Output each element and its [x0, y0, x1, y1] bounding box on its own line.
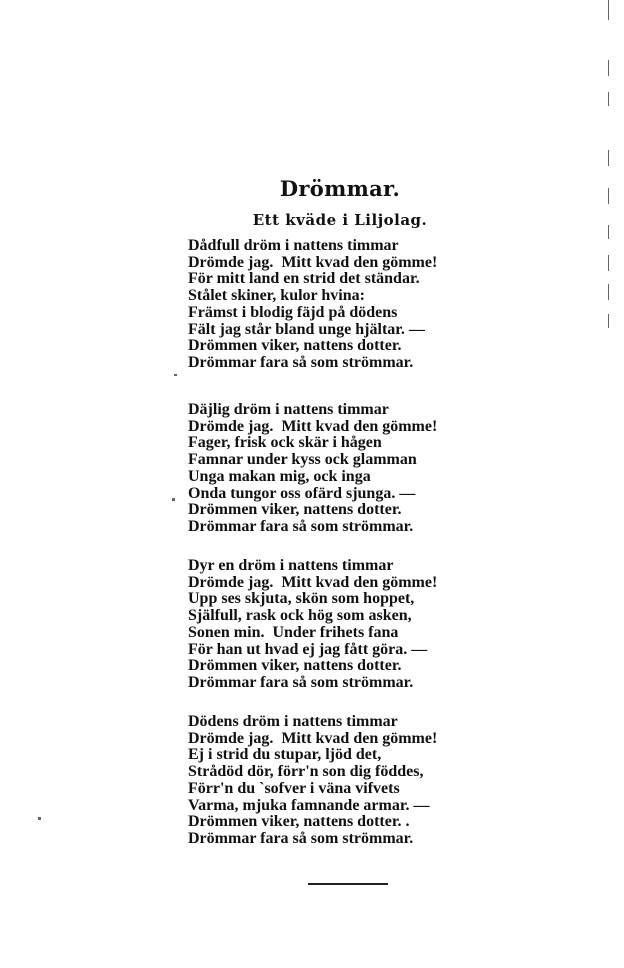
- verse-line: Drömmen viker, nattens dotter.: [188, 337, 402, 355]
- scan-mark: [608, 255, 609, 271]
- verse-line: Ej i strid du stupar, ljöd det,: [188, 746, 382, 764]
- scan-mark: [608, 284, 609, 300]
- verse-line: Förr'n du `sofver i väna vifvets: [188, 779, 400, 797]
- verse-line: Fält jag står bland unge hjältar. —: [188, 320, 425, 338]
- verse-line: Däjlig dröm i nattens timmar: [188, 401, 389, 418]
- scan-mark: [172, 498, 175, 501]
- verse-line: Fager, frisk ock skär i hågen: [188, 434, 382, 452]
- verse-line: Upp ses skjuta, skön som hoppet,: [188, 590, 415, 608]
- scan-mark: [174, 374, 177, 376]
- verse-line: Drömmar fara så som strömmar.: [188, 517, 414, 535]
- stanza-4: [188, 714, 437, 848]
- scan-mark: [608, 92, 609, 106]
- verse-line: Främst i blodig fäjd på dödens: [188, 303, 398, 321]
- verse-line: Varma, mjuka famnande armar. —: [188, 796, 430, 814]
- verse-line: Dödens dröm i nattens timmar: [188, 713, 398, 730]
- verse-line: Drömmar fara så som strömmar.: [188, 673, 414, 691]
- stanza-3: [188, 558, 437, 692]
- verse-line: Drömmar fara så som strömmar.: [188, 829, 414, 847]
- scan-mark: [608, 0, 609, 20]
- verse-line: För han ut hvad ej jag fått göra. —: [188, 640, 428, 658]
- scan-mark: [608, 314, 609, 328]
- poem-subtitle: Ett kväde i Liljolag.: [252, 211, 428, 229]
- scan-mark: [608, 150, 609, 166]
- verse-line: Drömmen viker, nattens dotter.: [188, 501, 402, 519]
- verse-line: Drömmen viker, nattens dotter.: [188, 657, 402, 675]
- verse-line: Drömde jag. Mitt kvad den gömme!: [188, 573, 438, 591]
- scan-mark: [608, 225, 609, 239]
- verse-line: Strådöd dör, förr'n son dig föddes,: [188, 763, 424, 781]
- verse-line: Onda tungor oss ofärd sjunga. —: [188, 484, 416, 502]
- end-rule: [308, 883, 388, 885]
- verse-line: Drömmar fara så som strömmar.: [188, 353, 414, 371]
- verse-line: Dyr en dröm i nattens timmar: [188, 557, 394, 574]
- verse-line: Unga makan mig, ock inga: [188, 467, 371, 485]
- verse-line: Drömmen viker, nattens dotter. .: [188, 813, 410, 831]
- verse-line: Själfull, rask ock hög som asken,: [188, 607, 412, 625]
- stanza-2: [188, 402, 437, 536]
- verse-line: För mitt land en strid det ständar.: [188, 270, 420, 288]
- verse-line: Dådfull dröm i nattens timmar: [188, 237, 399, 254]
- verse-line: Sonen min. Under frihets fana: [188, 623, 399, 641]
- verse-line: Drömde jag. Mitt kvad den gömme!: [188, 253, 438, 271]
- verse-line: Famnar under kyss ock glamman: [188, 451, 417, 469]
- poem-title: Drömmar.: [279, 176, 401, 201]
- scan-mark: [608, 60, 609, 76]
- scan-mark: [608, 188, 609, 204]
- stanza-1: [188, 238, 437, 372]
- verse-line: Stålet skiner, kulor hvina:: [188, 287, 365, 305]
- verse-line: Drömde jag. Mitt kvad den gömme!: [188, 417, 438, 435]
- verse-line: Drömde jag. Mitt kvad den gömme!: [188, 729, 438, 747]
- scan-mark: [38, 817, 41, 820]
